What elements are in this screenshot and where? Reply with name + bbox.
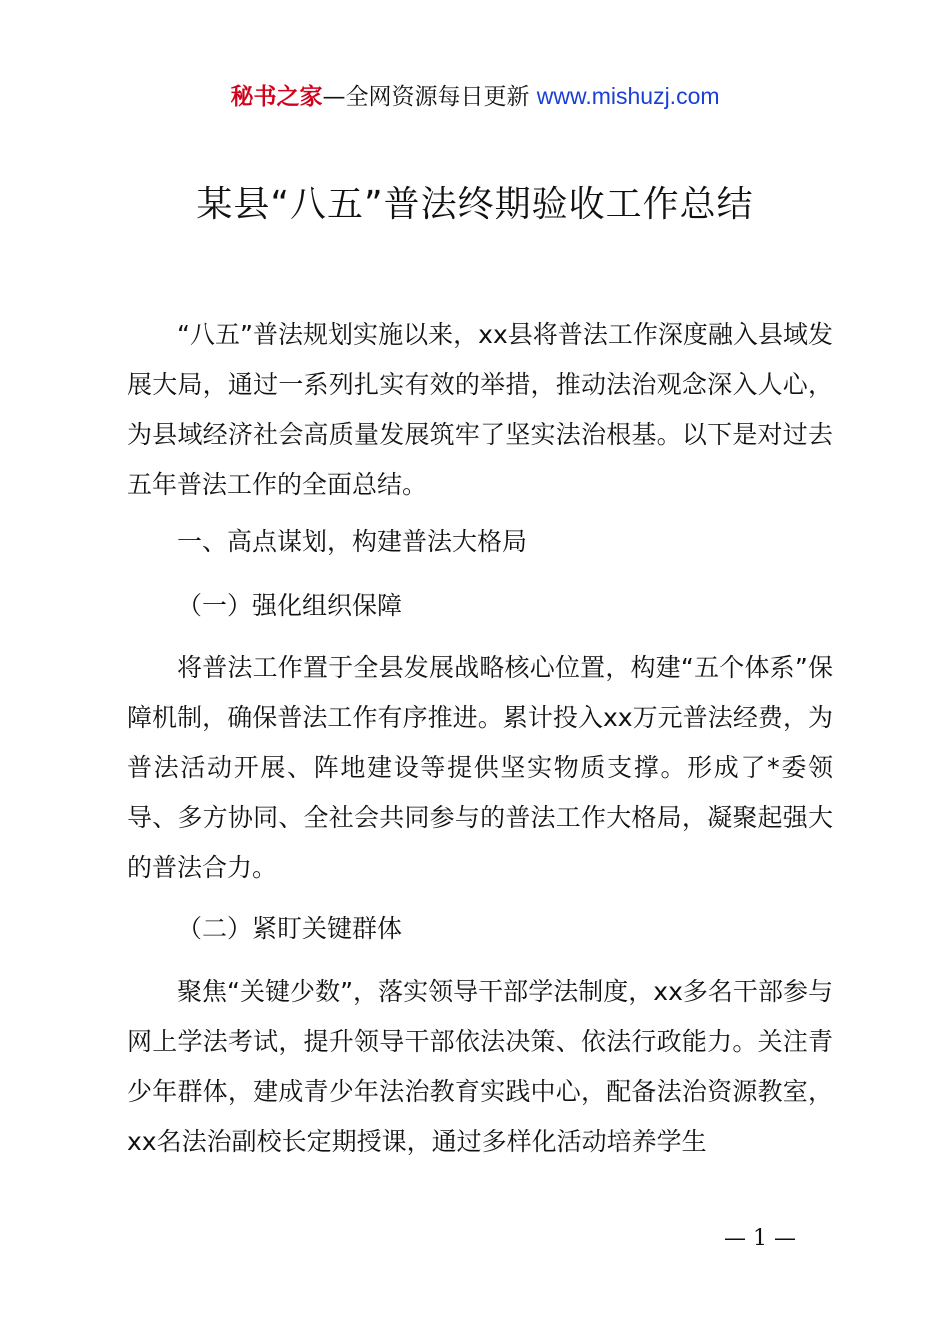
header-slogan: —全网资源每日更新 <box>322 84 530 110</box>
subsection-paragraph-2: 聚焦“关键少数”，落实领导干部学法制度，xx多名干部参与网上学法考试，提升领导干部依法决策、依法行政能力。关注青少年群体，建成青少年法治教育实践中心，配备法治资源教室，xx名法治副校长定期授课，通过多样化活动培养学生 <box>127 977 833 1156</box>
subsection-heading-1: （一）强化组织保障 <box>177 591 403 620</box>
site-url-link[interactable]: www.mishuzj.com <box>536 83 720 109</box>
site-header-banner <box>0 80 950 113</box>
subsection-paragraph-1: 将普法工作置于全县发展战略核心位置，构建“五个体系”保障机制，确保普法工作有序推进。累计投入xx万元普法经费，为普法活动开展、阵地建设等提供坚实物质支撑。形成了*委领导、多方协同、全社会共同参与的普法工作大格局，凝聚起强大的普法合力。 <box>127 653 833 882</box>
brand-name: 秘书之家 <box>230 84 323 110</box>
section-heading-1: 一、高点谋划，构建普法大格局 <box>177 527 528 556</box>
page-number: — 1 — <box>724 1226 796 1251</box>
intro-paragraph: “八五”普法规划实施以来，xx县将普法工作深度融入县域发展大局，通过一系列扎实有效的举措，推动法治观念深入人心，为县域经济社会高质量发展筑牢了坚实法治根基。以下是对过去五年普法工作的全面总结。 <box>127 320 833 499</box>
document-title: 某县“八五”普法终期验收工作总结 <box>196 184 754 225</box>
subsection-heading-2: （二）紧盯关键群体 <box>177 914 403 943</box>
